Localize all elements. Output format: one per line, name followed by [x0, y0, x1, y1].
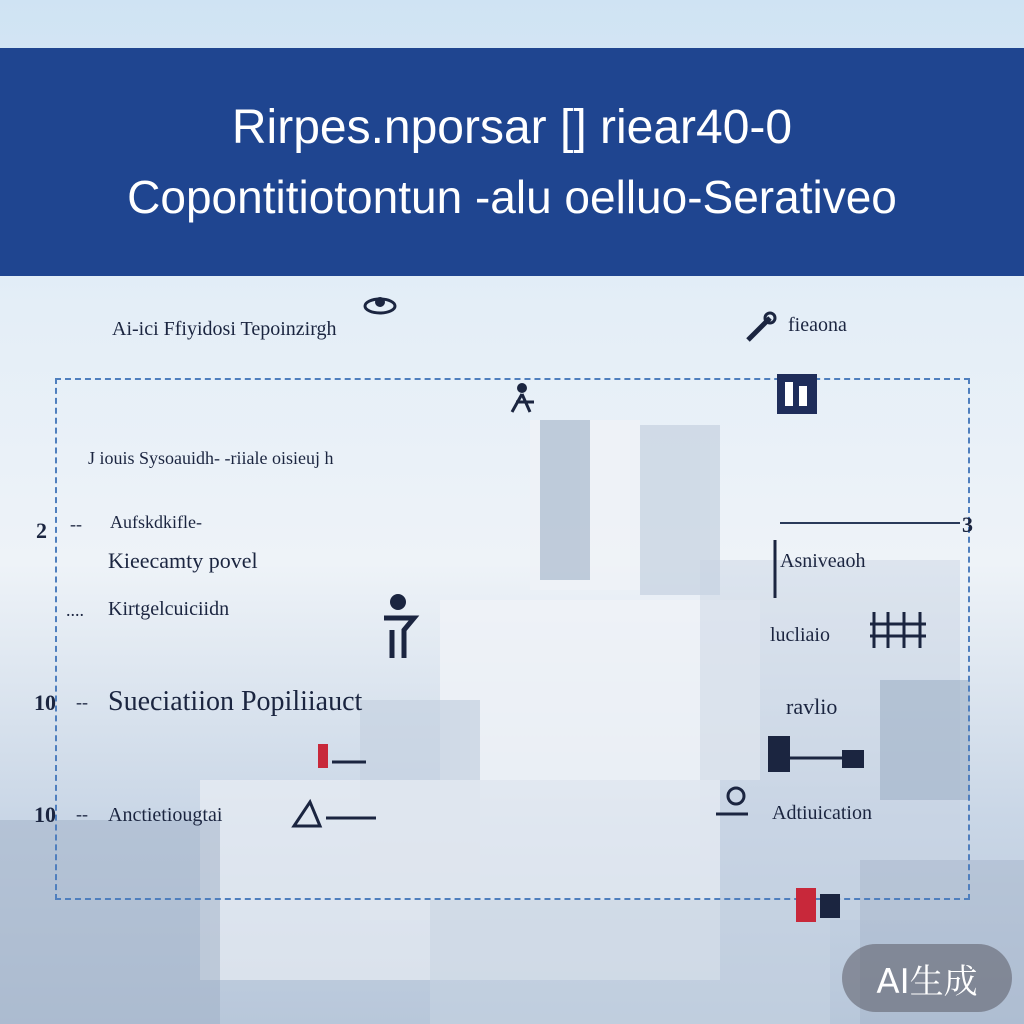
row2-sublabel: Kieecamty povel [108, 548, 258, 573]
ai-generated-badge: AI生成 [842, 944, 1012, 1012]
row2-connector [780, 522, 960, 524]
right-label-c: ravlio [786, 694, 838, 719]
right-label-d: Adtiuication [772, 802, 872, 824]
row1-label: J iouis Sysoauidh- -riiale oisieuj h [88, 448, 334, 468]
top-left-label: Ai-ici Ffiyidosi Tepoinzirgh [112, 318, 337, 340]
top-right-label: fieaona [788, 314, 847, 336]
machinery-icon [762, 730, 872, 780]
tool-arrow-icon [290, 796, 380, 832]
row3-label: Kirtgelcuiciidn [108, 598, 230, 620]
row2-right-number: 3 [962, 512, 973, 537]
row4-label: Sueciatiion Popiliiauct [108, 686, 363, 717]
right-label-a: Asniveaoh [780, 550, 866, 572]
row5-label: Anctietiougtai [108, 804, 223, 826]
title-line-2: Copontitiotontun -alu oelluo-Serativeo [127, 171, 897, 223]
worker-icon [500, 380, 540, 416]
row4-number: 10 [34, 690, 56, 715]
person-icon [374, 592, 424, 662]
stop-sign-icon [794, 886, 846, 926]
row2-number: 2 [36, 518, 47, 543]
satellite-icon [360, 292, 400, 318]
title-banner [0, 48, 1024, 276]
document-icon [775, 372, 819, 416]
right-label-b: lucliaio [770, 624, 830, 646]
title-line-1: Rirpes.nporsar [] riear40-0 [231, 101, 793, 154]
gear-tool-icon [712, 780, 752, 820]
alert-arrow-icon [300, 740, 370, 776]
row5-number: 10 [34, 802, 56, 827]
barrier-icon [870, 610, 926, 650]
wrench-icon [742, 310, 778, 346]
row2-label: Aufskdkifle- [110, 512, 202, 532]
